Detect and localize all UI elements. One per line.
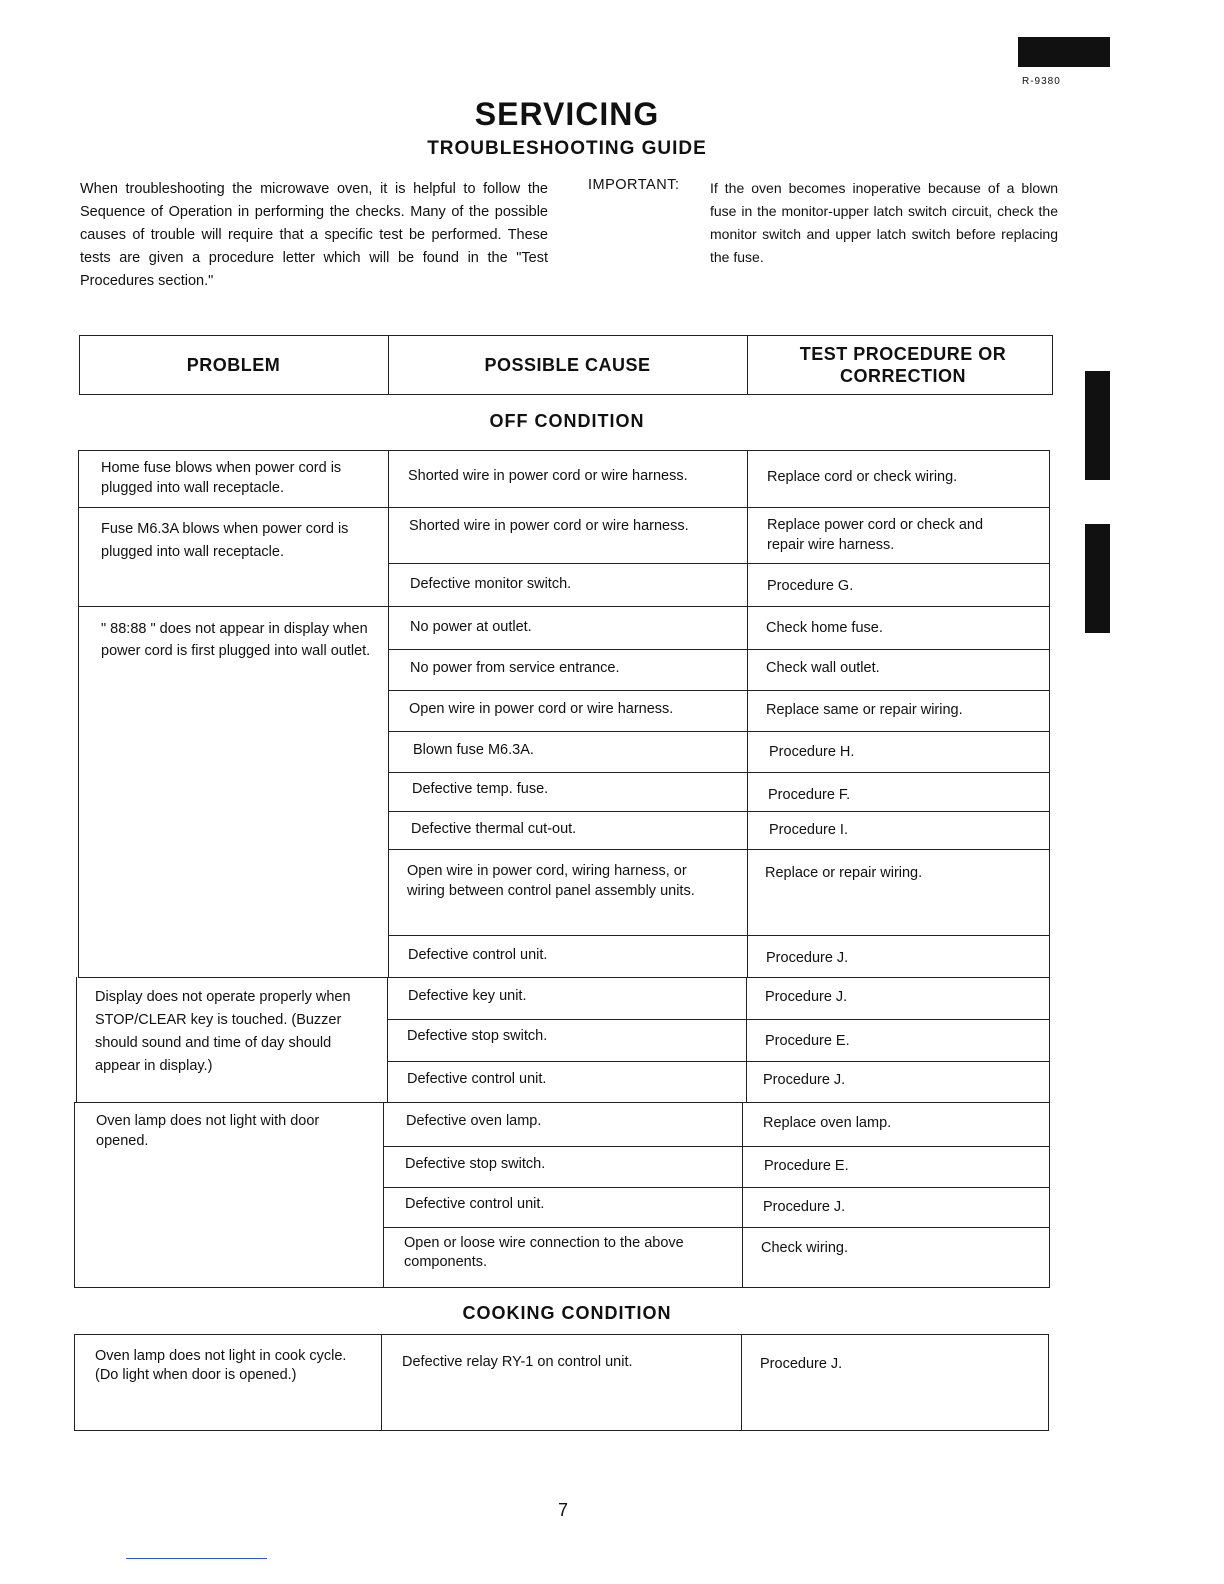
correction-16: Procedure E. bbox=[764, 1158, 849, 1174]
cause-10: Open wire in power cord, wiring harness, or wiring between control panel assembly units. bbox=[407, 863, 695, 899]
cause-13: Defective stop switch. bbox=[407, 1028, 548, 1044]
correction-12: Procedure J. bbox=[765, 989, 848, 1005]
problem-home-fuse: Home fuse blows when power cord is plugged into wall receptacle. bbox=[101, 460, 342, 496]
correction-9: Procedure I. bbox=[769, 822, 848, 838]
cause-9: Defective thermal cut-out. bbox=[411, 821, 577, 837]
correction-6: Replace same or repair wiring. bbox=[766, 702, 963, 718]
problem-no-display: " 88:88 " does not appear in display when power cord is first plugged into wall outlet. bbox=[101, 621, 371, 659]
cooking-cause: Defective relay RY-1 on control unit. bbox=[402, 1354, 633, 1370]
page-subtitle: TROUBLESHOOTING GUIDE bbox=[427, 138, 707, 159]
footer-rule bbox=[126, 1558, 267, 1559]
registration-mark bbox=[1018, 37, 1110, 67]
model-number: R-9380 bbox=[1022, 76, 1061, 87]
correction-3: Procedure G. bbox=[767, 578, 854, 594]
correction-15: Replace oven lamp. bbox=[763, 1115, 892, 1131]
cooking-problem: Oven lamp does not light in cook cycle. (Do light when door is opened.) bbox=[95, 1348, 347, 1383]
correction-2: Replace power cord or check and repair wire harness. bbox=[767, 517, 984, 553]
correction-5: Check wall outlet. bbox=[766, 660, 880, 676]
cause-1: Shorted wire in power cord or wire harness. bbox=[408, 468, 688, 484]
header-problem: PROBLEM bbox=[186, 355, 281, 375]
correction-10: Replace or repair wiring. bbox=[765, 865, 923, 881]
index-tab-mark bbox=[1085, 524, 1110, 633]
correction-13: Procedure E. bbox=[765, 1033, 850, 1049]
intro-paragraph: When troubleshooting the microwave oven, it is helpful to follow the Sequence of Operation in performing the checks. Many of the possible causes of trouble will require that a specific test be performed. These tests are given a procedure letter which will be found in the "Test Procedures section." bbox=[80, 181, 548, 289]
section-off-condition: OFF CONDITION bbox=[489, 411, 645, 431]
cause-17: Defective control unit. bbox=[405, 1196, 545, 1212]
problem-display-stop-clear: Display does not operate properly when STOP/CLEAR key is touched. (Buzzer should sound and time of day should appear in display.) bbox=[95, 989, 351, 1074]
page-number: 7 bbox=[557, 1500, 568, 1520]
cause-4: No power at outlet. bbox=[410, 619, 532, 635]
page-title: SERVICING bbox=[474, 96, 660, 132]
correction-17: Procedure J. bbox=[763, 1199, 846, 1215]
cause-15: Defective oven lamp. bbox=[406, 1113, 542, 1129]
correction-1: Replace cord or check wiring. bbox=[767, 469, 958, 485]
correction-4: Check home fuse. bbox=[766, 620, 883, 636]
problem-oven-lamp: Oven lamp does not light with door opened. bbox=[96, 1113, 320, 1149]
cause-16: Defective stop switch. bbox=[405, 1156, 546, 1172]
cause-8: Defective temp. fuse. bbox=[412, 781, 549, 797]
cause-18: Open or loose wire connection to the above components. bbox=[404, 1235, 684, 1270]
important-note: If the oven becomes inoperative because of a blown fuse in the monitor-upper latch switch circuit, check the monitor switch and upper latch switch before replacing the fuse. bbox=[710, 180, 1058, 265]
cause-5: No power from service entrance. bbox=[410, 660, 620, 676]
cooking-correction: Procedure J. bbox=[760, 1356, 843, 1372]
header-cause: POSSIBLE CAUSE bbox=[484, 355, 651, 375]
correction-11: Procedure J. bbox=[766, 950, 849, 966]
cause-3: Defective monitor switch. bbox=[410, 576, 572, 592]
cause-6: Open wire in power cord or wire harness. bbox=[409, 701, 674, 717]
important-label: IMPORTANT: bbox=[588, 177, 680, 193]
cause-7: Blown fuse M6.3A. bbox=[413, 742, 534, 758]
correction-18: Check wiring. bbox=[761, 1240, 849, 1256]
cause-14: Defective control unit. bbox=[407, 1071, 547, 1087]
section-cooking-condition: COOKING CONDITION bbox=[462, 1303, 672, 1323]
cause-12: Defective key unit. bbox=[408, 988, 527, 1004]
correction-14: Procedure J. bbox=[763, 1072, 846, 1088]
problem-fuse-m63a: Fuse M6.3A blows when power cord is plugged into wall receptacle. bbox=[101, 521, 349, 560]
cause-11: Defective control unit. bbox=[408, 947, 548, 963]
correction-7: Procedure H. bbox=[769, 744, 855, 760]
header-correction: TEST PROCEDURE OR CORRECTION bbox=[799, 344, 1007, 386]
correction-8: Procedure F. bbox=[768, 787, 851, 803]
cause-2: Shorted wire in power cord or wire harness. bbox=[409, 518, 689, 534]
